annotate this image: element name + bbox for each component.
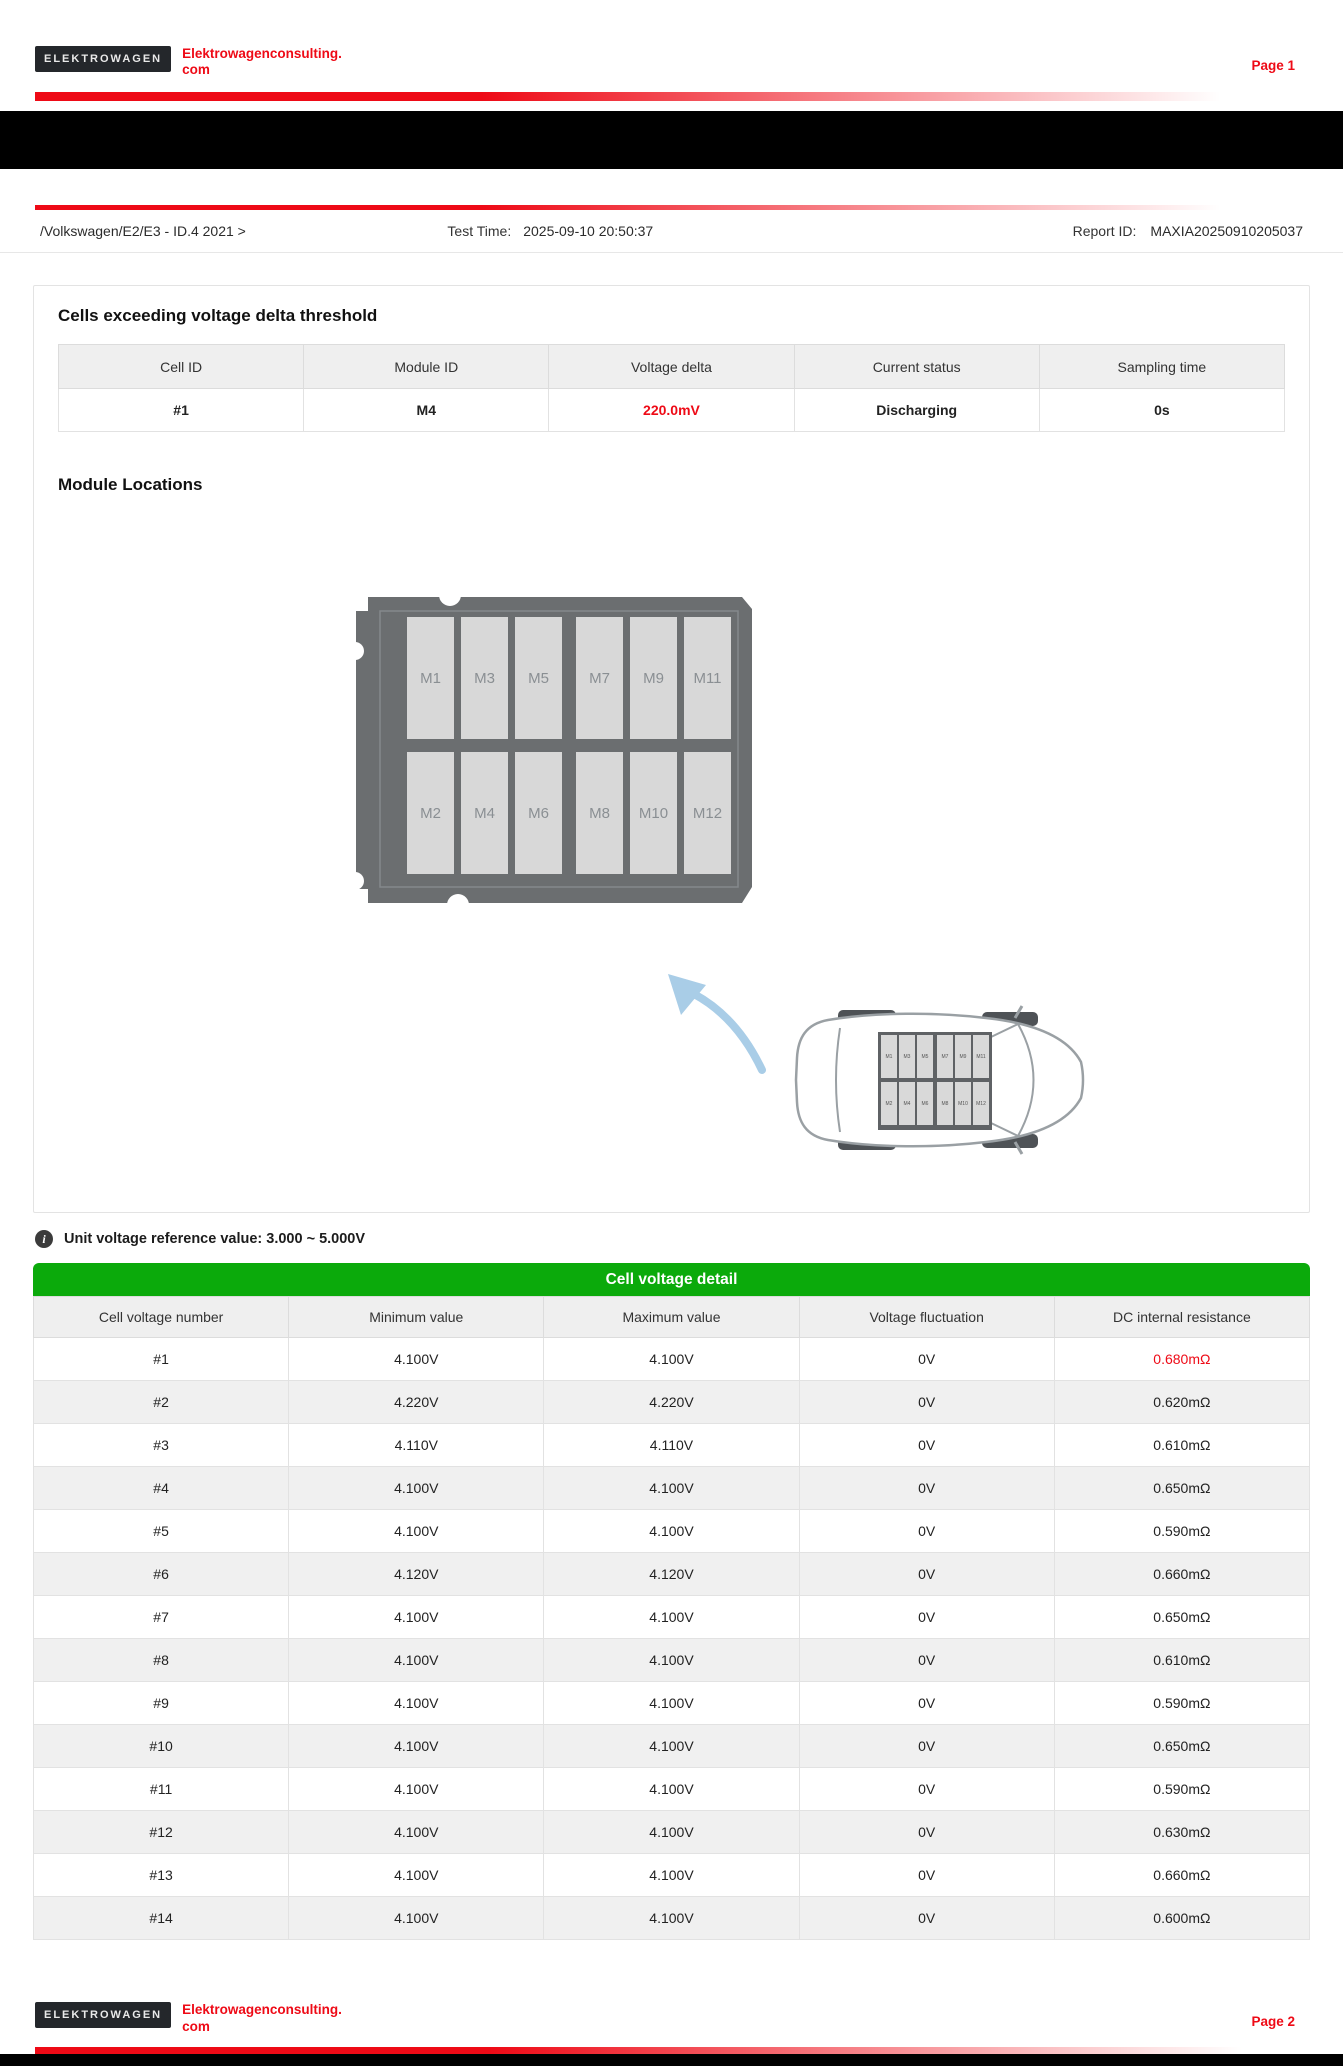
module-m4: M4 xyxy=(461,752,508,874)
minimum-value: 4.100V xyxy=(289,1596,544,1639)
footer-black-bar xyxy=(0,2054,1343,2066)
module-m5: M5 xyxy=(515,617,562,739)
minimum-value: 4.220V xyxy=(289,1381,544,1424)
test-time-label: Test Time: xyxy=(447,223,512,240)
voltage-fluctuation: 0V xyxy=(799,1424,1054,1467)
maximum-value: 4.100V xyxy=(544,1854,799,1897)
minimum-value: 4.100V xyxy=(289,1467,544,1510)
cell-voltage-number: #5 xyxy=(34,1510,289,1553)
page-footer xyxy=(0,1940,1343,2034)
column-header-sampling-time: Sampling time xyxy=(1039,345,1284,389)
minimum-value: 4.100V xyxy=(289,1854,544,1897)
maximum-value: 4.100V xyxy=(544,1725,799,1768)
dc-internal-resistance: 0.590mΩ xyxy=(1054,1768,1309,1811)
table-row xyxy=(34,1639,1310,1682)
footer-red-rule xyxy=(35,2047,1333,2054)
cell-voltage-table-body xyxy=(34,1338,1310,1940)
dc-internal-resistance: 0.650mΩ xyxy=(1054,1467,1309,1510)
table-row xyxy=(34,1725,1310,1768)
voltage-fluctuation: 0V xyxy=(799,1639,1054,1682)
module-m10: M10 xyxy=(630,752,677,874)
module-m4: M4 xyxy=(899,1082,915,1125)
threshold-section-title: Cells exceeding voltage delta threshold xyxy=(58,306,378,326)
dc-internal-resistance: 0.600mΩ xyxy=(1054,1897,1309,1940)
cell-voltage-number: #9 xyxy=(34,1682,289,1725)
info-icon: i xyxy=(35,1230,53,1248)
module-m9: M9 xyxy=(955,1035,971,1078)
module-m8: M8 xyxy=(576,752,623,874)
cell-voltage-number: #1 xyxy=(34,1338,289,1381)
minimum-value: 4.100V xyxy=(289,1338,544,1381)
voltage-fluctuation: 0V xyxy=(799,1596,1054,1639)
minimum-value: 4.100V xyxy=(289,1897,544,1940)
cell-voltage-number: #12 xyxy=(34,1811,289,1854)
module-m6: M6 xyxy=(917,1082,933,1125)
column-header-maximum-value: Maximum value xyxy=(544,1297,799,1338)
minimum-value: 4.100V xyxy=(289,1682,544,1725)
header-red-rule xyxy=(35,92,1310,101)
module-m6: M6 xyxy=(515,752,562,874)
test-time-value: 2025-09-10 20:50:37 xyxy=(523,223,654,240)
module-locations-title: Module Locations xyxy=(58,475,203,495)
minimum-value: 4.100V xyxy=(289,1811,544,1854)
column-header-cell-voltage-number: Cell voltage number xyxy=(34,1297,289,1338)
voltage-fluctuation: 0V xyxy=(799,1725,1054,1768)
site-name-line2: com xyxy=(182,2018,210,2034)
column-header-current-status: Current status xyxy=(794,345,1039,389)
module-id-value: M4 xyxy=(304,389,549,432)
module-row xyxy=(881,1035,989,1078)
header-black-bar xyxy=(0,111,1343,169)
module-m12: M12 xyxy=(684,752,731,874)
module-m10: M10 xyxy=(955,1082,971,1125)
threshold-table xyxy=(58,344,1285,432)
module-m7: M7 xyxy=(937,1035,953,1078)
dc-internal-resistance: 0.610mΩ xyxy=(1054,1639,1309,1682)
module-row xyxy=(407,589,756,739)
maximum-value: 4.100V xyxy=(544,1682,799,1725)
table-row xyxy=(34,1596,1310,1639)
module-row xyxy=(407,739,756,874)
voltage-fluctuation: 0V xyxy=(799,1811,1054,1854)
table-row xyxy=(34,1553,1310,1596)
module-m1: M1 xyxy=(407,617,454,739)
threshold-card xyxy=(33,285,1310,1213)
voltage-fluctuation: 0V xyxy=(799,1510,1054,1553)
module-m7: M7 xyxy=(576,617,623,739)
dc-internal-resistance: 0.650mΩ xyxy=(1054,1725,1309,1768)
column-header-voltage-delta: Voltage delta xyxy=(549,345,794,389)
column-header-module-id: Module ID xyxy=(304,345,549,389)
dc-internal-resistance: 0.590mΩ xyxy=(1054,1682,1309,1725)
reference-note-text: Unit voltage reference value: 3.000 ~ 5.000V xyxy=(64,1231,366,1248)
module-m9: M9 xyxy=(630,617,677,739)
site-name-line1: Elektrowagenconsulting. xyxy=(182,2002,342,2018)
cell-voltage-number: #6 xyxy=(34,1553,289,1596)
dc-internal-resistance: 0.630mΩ xyxy=(1054,1811,1309,1854)
column-header-voltage-fluctuation: Voltage fluctuation xyxy=(799,1297,1054,1338)
maximum-value: 4.100V xyxy=(544,1811,799,1854)
table-row xyxy=(34,1381,1310,1424)
cell-voltage-number: #2 xyxy=(34,1381,289,1424)
column-header-minimum-value: Minimum value xyxy=(289,1297,544,1338)
dc-internal-resistance: 0.610mΩ xyxy=(1054,1424,1309,1467)
voltage-fluctuation: 0V xyxy=(799,1338,1054,1381)
module-m2: M2 xyxy=(881,1082,897,1125)
dc-internal-resistance: 0.660mΩ xyxy=(1054,1553,1309,1596)
table-row xyxy=(34,1897,1310,1940)
column-header-cell-id: Cell ID xyxy=(59,345,304,389)
table-row xyxy=(34,1854,1310,1897)
page-number: Page 1 xyxy=(1251,58,1295,73)
minimum-value: 4.100V xyxy=(289,1725,544,1768)
sampling-time-value: 0s xyxy=(1039,389,1284,432)
report-id-label: Report ID: xyxy=(1072,223,1137,240)
maximum-value: 4.100V xyxy=(544,1467,799,1510)
column-header-dc-internal-resistance: DC internal resistance xyxy=(1054,1297,1309,1338)
breadcrumb[interactable]: /Volkswagen/E2/E3 - ID.4 2021 > xyxy=(40,223,246,240)
minimum-value: 4.120V xyxy=(289,1553,544,1596)
dc-internal-resistance: 0.660mΩ xyxy=(1054,1854,1309,1897)
voltage-fluctuation: 0V xyxy=(799,1854,1054,1897)
cell-voltage-number: #7 xyxy=(34,1596,289,1639)
battery-tray-icon xyxy=(354,589,756,911)
direction-arrow-icon xyxy=(658,970,778,1085)
current-status-value: Discharging xyxy=(794,389,1039,432)
dc-internal-resistance: 0.620mΩ xyxy=(1054,1381,1309,1424)
module-grid xyxy=(354,589,756,874)
meta-bar xyxy=(0,210,1343,253)
module-m11: M11 xyxy=(684,617,731,739)
report-id-value: MAXIA20250910205037 xyxy=(1150,223,1303,240)
module-m1: M1 xyxy=(881,1035,897,1078)
maximum-value: 4.100V xyxy=(544,1897,799,1940)
module-locations-diagram xyxy=(58,502,1285,1198)
cell-voltage-header-row xyxy=(34,1297,1310,1338)
site-name xyxy=(182,46,342,78)
site-name-line2: com xyxy=(182,62,210,78)
table-row xyxy=(34,1510,1310,1553)
cell-voltage-number: #4 xyxy=(34,1467,289,1510)
maximum-value: 4.100V xyxy=(544,1338,799,1381)
dc-internal-resistance: 0.590mΩ xyxy=(1054,1510,1309,1553)
module-m2: M2 xyxy=(407,752,454,874)
dc-internal-resistance: 0.680mΩ xyxy=(1054,1338,1309,1381)
maximum-value: 4.120V xyxy=(544,1553,799,1596)
dc-internal-resistance: 0.650mΩ xyxy=(1054,1596,1309,1639)
site-name xyxy=(182,2002,342,2034)
page-header xyxy=(0,0,1343,78)
voltage-fluctuation: 0V xyxy=(799,1553,1054,1596)
table-row xyxy=(34,1424,1310,1467)
voltage-fluctuation: 0V xyxy=(799,1682,1054,1725)
module-m11: M11 xyxy=(973,1035,989,1078)
cell-voltage-number: #13 xyxy=(34,1854,289,1897)
cell-voltage-number: #11 xyxy=(34,1768,289,1811)
minimum-value: 4.100V xyxy=(289,1768,544,1811)
module-m3: M3 xyxy=(461,617,508,739)
minimum-value: 4.110V xyxy=(289,1424,544,1467)
cell-voltage-number: #8 xyxy=(34,1639,289,1682)
table-row xyxy=(34,1682,1310,1725)
module-m12: M12 xyxy=(973,1082,989,1125)
voltage-fluctuation: 0V xyxy=(799,1897,1054,1940)
maximum-value: 4.100V xyxy=(544,1596,799,1639)
maximum-value: 4.110V xyxy=(544,1424,799,1467)
cell-voltage-number: #10 xyxy=(34,1725,289,1768)
table-row xyxy=(34,1338,1310,1381)
voltage-fluctuation: 0V xyxy=(799,1467,1054,1510)
threshold-table-header-row xyxy=(59,345,1285,389)
brand-logo: ELEKTROWAGEN xyxy=(35,2002,171,2028)
minimum-value: 4.100V xyxy=(289,1639,544,1682)
module-row xyxy=(881,1082,989,1125)
module-m8: M8 xyxy=(937,1082,953,1125)
car-top-view-icon xyxy=(786,1002,1094,1158)
table-row xyxy=(59,389,1285,432)
voltage-fluctuation: 0V xyxy=(799,1381,1054,1424)
table-row xyxy=(34,1467,1310,1510)
maximum-value: 4.220V xyxy=(544,1381,799,1424)
module-m3: M3 xyxy=(899,1035,915,1078)
brand-logo: ELEKTROWAGEN xyxy=(35,46,171,72)
module-m5: M5 xyxy=(917,1035,933,1078)
voltage-fluctuation: 0V xyxy=(799,1768,1054,1811)
cell-voltage-banner: Cell voltage detail xyxy=(33,1263,1310,1296)
site-name-line1: Elektrowagenconsulting. xyxy=(182,46,342,61)
car-module-grid xyxy=(878,1032,992,1130)
cell-voltage-number: #3 xyxy=(34,1424,289,1467)
table-row xyxy=(34,1811,1310,1854)
table-row xyxy=(34,1768,1310,1811)
maximum-value: 4.100V xyxy=(544,1768,799,1811)
minimum-value: 4.100V xyxy=(289,1510,544,1553)
cell-voltage-table xyxy=(33,1296,1310,1940)
maximum-value: 4.100V xyxy=(544,1639,799,1682)
cell-id-value: #1 xyxy=(59,389,304,432)
page-number: Page 2 xyxy=(1251,2014,1295,2030)
cell-voltage-number: #14 xyxy=(34,1897,289,1940)
reference-note xyxy=(35,1230,1308,1248)
voltage-delta-value: 220.0mV xyxy=(549,389,794,432)
maximum-value: 4.100V xyxy=(544,1510,799,1553)
